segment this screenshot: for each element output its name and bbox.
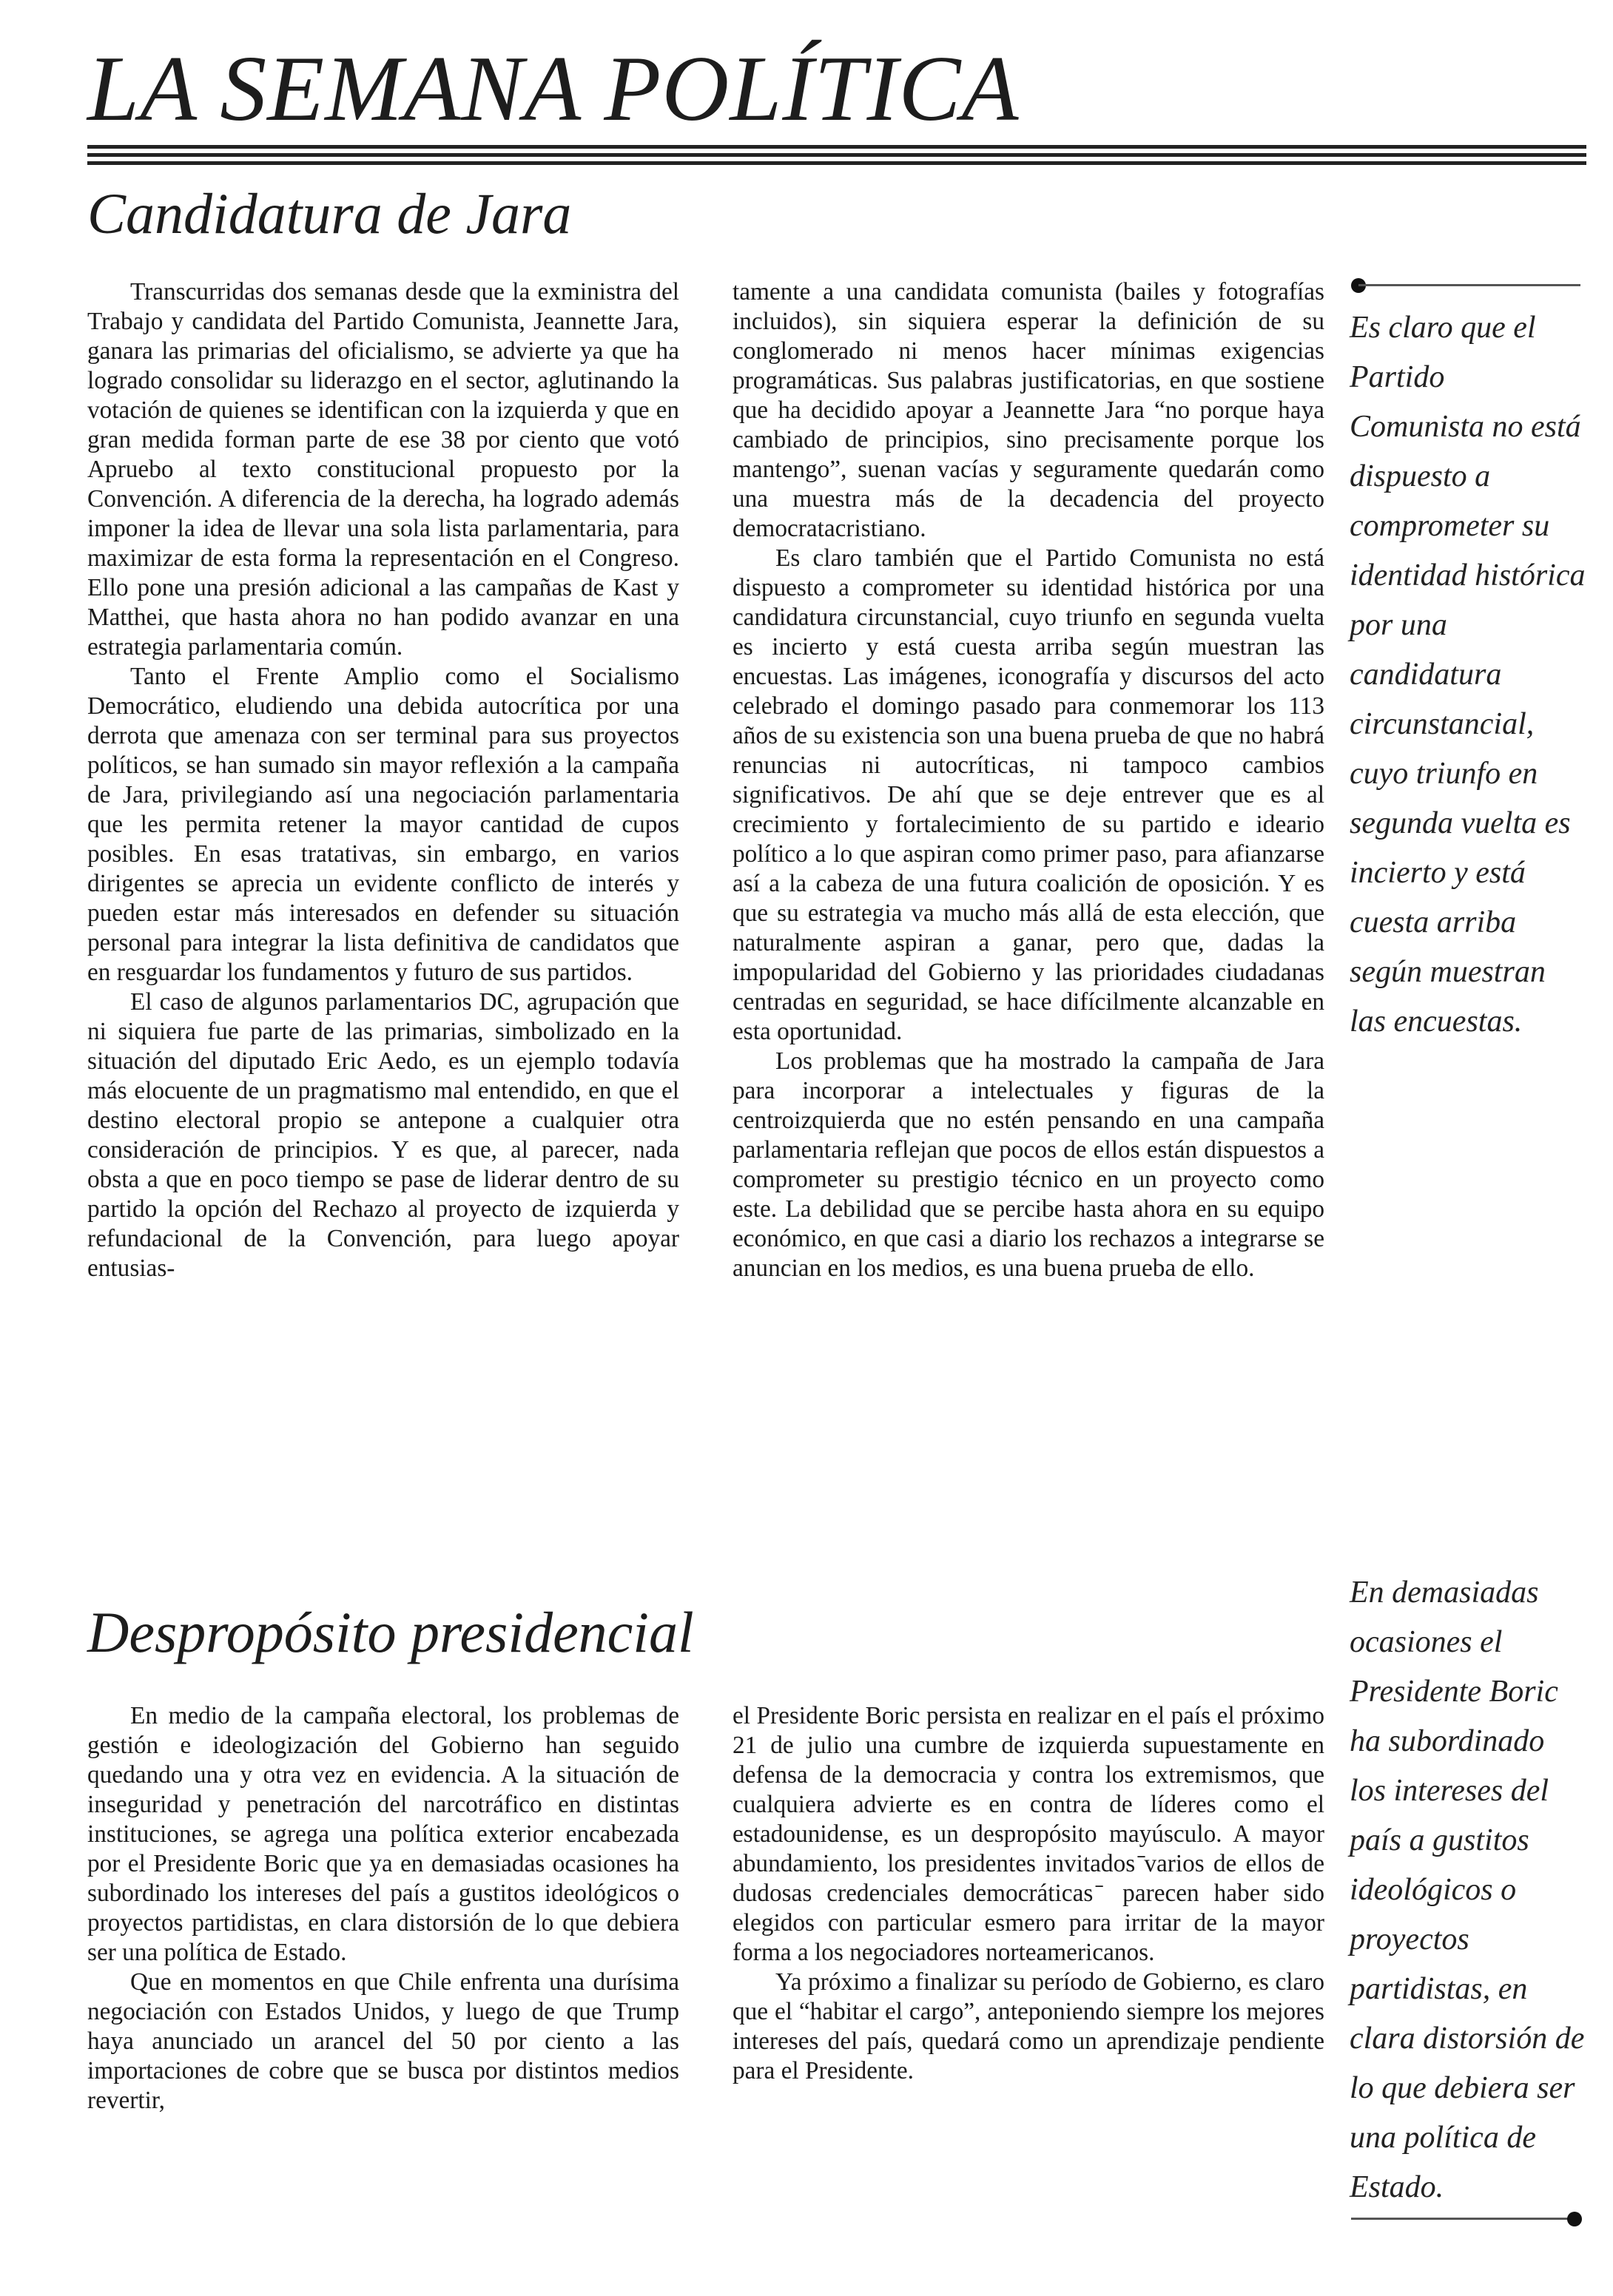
pull-quote-bullet-icon <box>1567 2212 1582 2226</box>
pull-quote-rule <box>1358 284 1580 286</box>
article1-paragraph: Tanto el Frente Amplio como el Socialismo Democrático, eludiendo una debida autocrítica por una derrota que amenaza con ser terminal para sus proyectos políticos, se han sumado sin mayor reflexión a la campaña de Jara, privilegiando así una negociación parlamentaria que les permita retener la mayor cantidad de cupos posibles. En esas tratativas, sin embargo, en varios dirigentes se aprecia un evidente conflicto de interés y pueden estar más interesados en defender su situación personal para integrar la lista definitiva de candidatos que en resguardar los fundamentos y futuro de sus partidos. <box>87 663 679 986</box>
article1-column-1 <box>87 277 679 1283</box>
pull-quote-rule <box>1351 2218 1573 2220</box>
masthead-title: LA SEMANA POLÍTICA <box>87 38 1020 141</box>
article1-paragraph: Es claro también que el Partido Comunista no está dispuesto a comprometer su identidad histórica por una candidatura circunstancial, cuyo triunfo en segunda vuelta es incierto y está cuesta arriba según muestran las encuestas. Las imágenes, iconografía y discursos del acto celebrado el domingo pasado para conmemorar los 113 años de su existencia son una buena prueba de que no habrá renuncias ni autocríticas, ni tampoco cambios significativos. De ahí que se deje entrever que es al crecimiento y fortalecimiento de su partido e ideario político a lo que aspiran como primer paso, para afianzarse así a la cabeza de una futura coalición de oposición. Y es que su estrategia va mucho más allá de esta elección, que naturalmente aspiran a ganar, pero que, dadas la impopularidad del Gobierno y las prioridades ciudadanas centradas en seguridad, se hace difícilmente alcanzable en esta oportunidad. <box>733 544 1324 1045</box>
article1-title: Candidatura de Jara <box>87 181 572 246</box>
masthead-rule <box>87 145 1586 169</box>
article2-column-1 <box>87 1701 679 2116</box>
article1-column-2 <box>733 277 1324 1283</box>
article1-paragraph: El caso de algunos parlamentarios DC, agrupación que ni siquiera fue parte de las primarias, simbolizado en la situación del diputado Eric Aedo, es un ejemplo todavía más elocuente de un pragmatismo mal entendido, en que el destino electoral propio se antepone a cualquier otra consideración de principios. Y es que, al parecer, nada obsta a que en poco tiempo se pase de liderar dentro de su partido la opción del Rechazo al proyecto de izquierda y refundacional de la Convención, para luego apoyar entusias- <box>87 988 679 1282</box>
article2-pull-quote: En demasiadas ocasiones el Presidente Boric ha subordinado los intereses del país a gustitos ideológicos o proyectos partidistas, en clara distorsión de lo que debiera ser una política de Estado. <box>1350 1576 1585 2204</box>
article2-paragraph: el Presidente Boric persista en realizar en el país el próximo 21 de julio una cumbre de izquierda supuestamente en defensa de la democracia y contra los extremismos, que cualquiera advierte es en contra de líderes como el estadounidense, es un despropósito mayúsculo. A mayor abundamiento, los presidentes invitados ̄varios de ellos de dudosas credenciales democráticas ̄ parecen haber sido elegidos con particular esmero para irritar de la mayor forma a los negociadores norteamericanos. <box>733 1702 1324 1966</box>
article1-pull-quote: Es claro que el Partido Comunista no está dispuesto a comprometer su identidad histórica por una candidatura circunstancial, cuyo triunfo en segunda vuelta es incierto y está cuesta arriba según muestran las encuestas. <box>1350 311 1586 1039</box>
article2-column-2 <box>733 1701 1324 2086</box>
article1-paragraph: Transcurridas dos semanas desde que la exministra del Trabajo y candidata del Partido Comunista, Jeannette Jara, ganara las primarias del oficialismo, se advierte ya que ha logrado consolidar su liderazgo en el sector, aglutinando la votación de quienes se identifican con la izquierda y que en gran medida forman parte de ese 38 por ciento que votó Apruebo al texto constitucional propuesto por la Convención. A diferencia de la derecha, ha logrado además imponer la idea de llevar una sola lista parlamentaria, para maximizar de esta forma la representación en el Congreso. Ello pone una presión adicional a las campañas de Kast y Matthei, que hasta ahora no han podido avanzar en una estrategia parlamentaria común. <box>87 278 679 661</box>
article2-paragraph: Ya próximo a finalizar su período de Gobierno, es claro que el “habitar el cargo”, anteponiendo siempre los mejores intereses del país, quedará como un aprendizaje pendiente para el Presidente. <box>733 1968 1324 2084</box>
article1-paragraph: Los problemas que ha mostrado la campaña de Jara para incorporar a intelectuales y figuras de la centroizquierda que no estén pensando en una campaña parlamentaria reflejan que pocos de ellos están dispuestos a comprometer su prestigio técnico en un proyecto como este. La debilidad que se percibe hasta ahora en su equipo económico, en que casi a diario los rechazos a integrarse se anuncian en los medios, es una buena prueba de ello. <box>733 1047 1324 1282</box>
article2-title: Despropósito presidencial <box>87 1600 694 1664</box>
article1-paragraph: tamente a una candidata comunista (bailes y fotografías incluidos), sin siquiera esperar la definición de su conglomerado ni menos hacer mínimas exigencias programáticas. Sus palabras justificatorias, en que sostiene que ha decidido apoyar a Jeannette Jara “no porque haya cambiado de principios, sino precisamente porque los mantengo”, suenan vacías y seguramente quedarán como una muestra más de la decadencia del proyecto democratacristiano. <box>733 278 1324 542</box>
article2-paragraph: Que en momentos en que Chile enfrenta una durísima negociación con Estados Unidos, y luego de que Trump haya anunciado un arancel del 50 por ciento a las importaciones de cobre que se busca por distintos medios revertir, <box>87 1968 679 2114</box>
article2-paragraph: En medio de la campaña electoral, los problemas de gestión e ideologización del Gobierno han seguido quedando una y otra vez en evidencia. A la situación de inseguridad y penetración del narcotráfico en distintas instituciones, se agrega una política exterior encabezada por el Presidente Boric que ya en demasiadas ocasiones ha subordinado los intereses del país a gustitos ideológicos o proyectos partidistas, en clara distorsión de lo que debiera ser una política de Estado. <box>87 1702 679 1966</box>
